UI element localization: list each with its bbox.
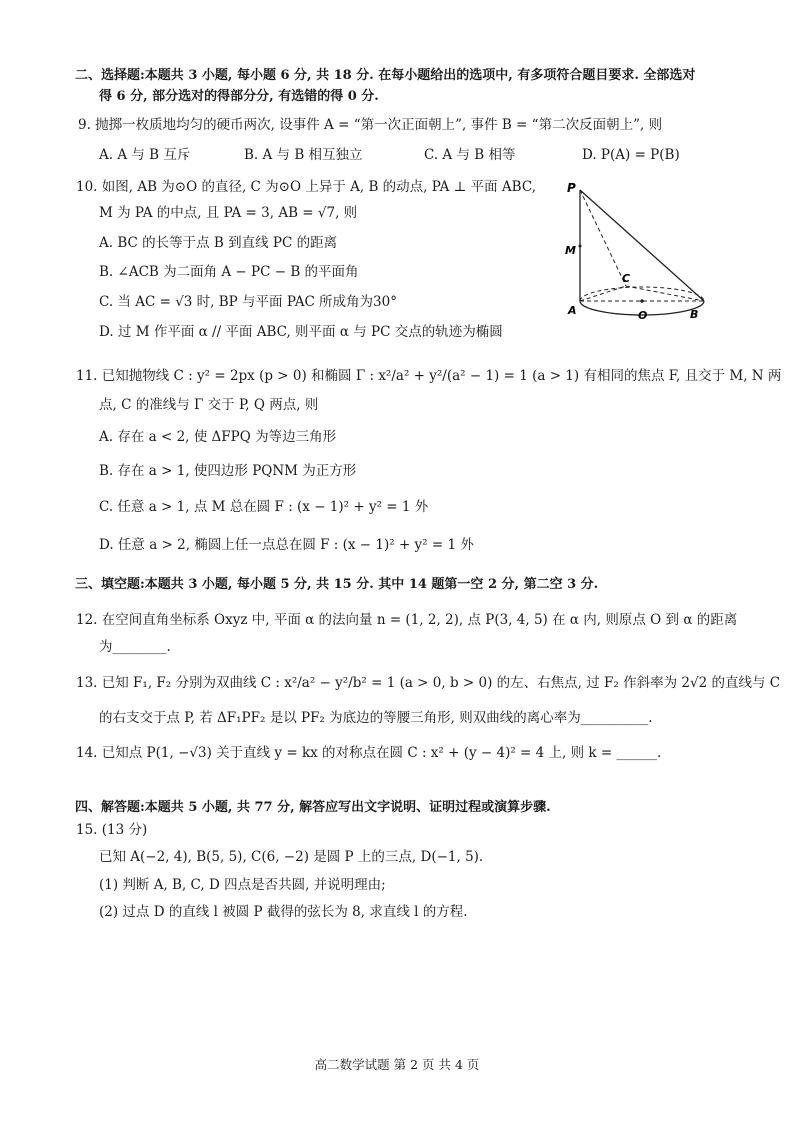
q10-stem-line1: 10. 如图, AB 为⊙O 的直径, C 为⊙O 上异于 A, B 的动点, PA ⊥ 平面 ABC,: [76, 179, 536, 195]
section2-header-line1: 二、选择题:本题共 3 小题, 每小题 6 分, 共 18 分. 在每小题给出的选项中, 有多项符合题目要求. 全部选对: [75, 68, 696, 83]
page-footer: 高二数学试题 第 2 页 共 4 页: [314, 1057, 480, 1072]
section2-header-line2: 得 6 分, 部分选对的得部分分, 有选错的得 0 分.: [99, 89, 379, 104]
label-b: B: [690, 308, 699, 321]
q9-option-d: D. P(A) = P(B): [582, 147, 680, 163]
q15-stem: 已知 A(−2, 4), B(5, 5), C(6, −2) 是圆 P 上的三点, D(−1, 5).: [99, 849, 484, 865]
q12-line1: 12. 在空间直角坐标系 Oxyz 中, 平面 α 的法向量 n = (1, 2, 2), 点 P(3, 4, 5) 在 α 内, 则原点 O 到 α 的距离: [76, 612, 738, 628]
point-o: [640, 299, 644, 303]
q9-stem: 9. 抛掷一枚质地均匀的硬币两次, 设事件 A = “第一次正面朝上”, 事件 B = “第二次反面朝上”, 则: [78, 117, 663, 133]
q12-line2: 为________.: [99, 639, 171, 655]
q11-option-a: A. 存在 a < 2, 使 ΔFPQ 为等边三角形: [99, 429, 337, 445]
segment-cb: [626, 286, 704, 301]
q15-part-2: (2) 过点 D 的直线 l 被圆 P 截得的弦长为 8, 求直线 l 的方程.: [99, 904, 468, 920]
q10-stem-line2: M 为 PA 的中点, 且 PA = 3, AB = √7, 则: [99, 205, 358, 221]
section4-header: 四、解答题:本题共 5 小题, 共 77 分, 解答应写出文字说明、证明过程或演算步骤.: [75, 800, 551, 815]
q13-line1: 13. 已知 F₁, F₂ 分别为双曲线 C : x²/a² − y²/b² = 1 (a > 0, b > 0) 的左、右焦点, 过 F₂ 作斜率为 2√2 的直线与 C: [76, 675, 781, 691]
q14-line1: 14. 已知点 P(1, −√3) 关于直线 y = kx 的对称点在圆 C : x² + (y − 4)² = 4 上, 则 k = ______.: [76, 745, 662, 761]
q11-option-c: C. 任意 a > 1, 点 M 总在圆 F : (x − 1)² + y² = 1 外: [99, 499, 429, 515]
segment-pc: [580, 190, 626, 286]
q15-part-1: (1) 判断 A, B, C, D 四点是否共圆, 并说明理由;: [99, 877, 386, 893]
q11-option-b: B. 存在 a > 1, 使四边形 PQNM 为正方形: [99, 463, 357, 479]
q11-option-d: D. 任意 a > 2, 椭圆上任一点总在圆 F : (x − 1)² + y² = 1 外: [99, 537, 474, 553]
q9-option-c: C. A 与 B 相等: [424, 147, 516, 163]
q10-option-b: B. ∠ACB 为二面角 A − PC − B 的平面角: [99, 264, 359, 280]
q10-option-d: D. 过 M 作平面 α // 平面 ABC, 则平面 α 与 PC 交点的轨迹为椭圆: [99, 324, 503, 340]
q10-figure: [560, 178, 710, 328]
q15-title: 15. (13 分): [76, 822, 148, 838]
q11-stem-line2: 点, C 的准线与 Γ 交于 P, Q 两点, 则: [99, 397, 319, 413]
section3-header: 三、填空题:本题共 3 小题, 每小题 5 分, 共 15 分. 其中 14 题第一空 2 分, 第二空 3 分.: [75, 577, 599, 592]
q10-option-a: A. BC 的长等于点 B 到直线 PC 的距离: [99, 235, 338, 251]
label-m: M: [565, 244, 576, 257]
label-c: C: [622, 272, 631, 285]
q10-option-c: C. 当 AC = √3 时, BP 与平面 PAC 所成角为30°: [99, 294, 397, 310]
q9-option-a: A. A 与 B 互斥: [99, 147, 191, 163]
q9-option-b: B. A 与 B 相互独立: [244, 147, 363, 163]
point-m: [579, 245, 582, 248]
q11-stem-line1: 11. 已知抛物线 C : y² = 2px (p > 0) 和椭圆 Γ : x²/a² + y²/(a² − 1) = 1 (a > 1) 有相同的焦点 F, 且交于 M, N 两: [76, 368, 782, 384]
label-o: O: [638, 309, 648, 322]
segment-pb: [580, 190, 704, 301]
label-p: P: [567, 181, 576, 195]
label-a: A: [568, 304, 577, 317]
q13-line2: 的右支交于点 P, 若 ΔF₁PF₂ 是以 PF₂ 为底边的等腰三角形, 则双曲线的离心率为__________.: [99, 710, 653, 726]
